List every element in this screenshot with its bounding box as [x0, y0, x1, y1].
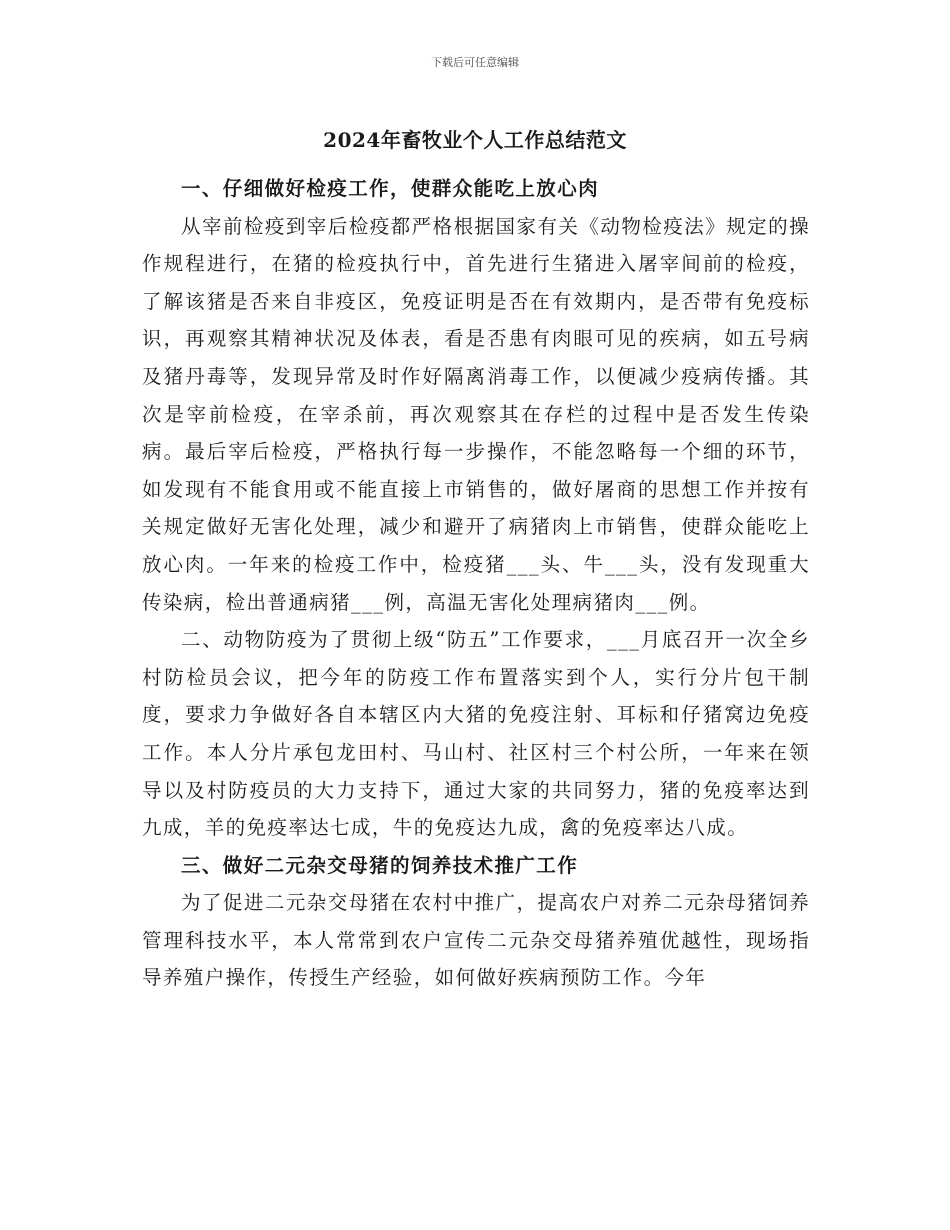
header-note: 下载后可任意编辑: [431, 56, 519, 69]
section-2-paragraph: 二、动物防疫为了贯彻上级“防五”工作要求，___月底召开一次全乡村防检员会议，把今年的防疫工作布置落实到个人，实行分片包干制度，要求力争做好各自本辖区内大猪的免疫注射、耳标和仔猪窝边免疫工作。本人分片承包龙田村、马山村、社区村三个村公所，一年来在领导以及村防疫员的大力支持下，通过大家的共同努力，猪的免疫率达到九成，羊的免疫率达七成，牛的免疫达九成，禽的免疫率达八成。: [142, 628, 810, 840]
document-title: 2024年畜牧业个人工作总结范文: [323, 128, 627, 152]
section-3-heading: 三、做好二元杂交母猪的饲养技术推广工作: [181, 853, 579, 877]
section-1-paragraph: 从宰前检疫到宰后检疫都严格根据国家有关《动物检疫法》规定的操作规程进行，在猪的检疫执行中，首先进行生猪进入屠宰间前的检疫，了解该猪是否来自非疫区，免疫证明是否在有效期内，是否带有免疫标识，再观察其精神状况及体表，看是否患有肉眼可见的疾病，如五号病及猪丹毒等，发现异常及时作好隔离消毒工作，以便减少疫病传播。其次是宰前检疫，在宰杀前，再次观察其在存栏的过程中是否发生传染病。最后宰后检疫，严格执行每一步操作，不能忽略每一个细的环节，如发现有不能食用或不能直接上市销售的，做好屠商的思想工作并按有关规定做好无害化处理，减少和避开了病猪肉上市销售，使群众能吃上放心肉。一年来的检疫工作中，检疫猪___头、牛___头，没有发现重大传染病，检出普通病猪___例，高温无害化处理病猪肉___例。: [142, 214, 810, 614]
section-3-paragraph: 为了促进二元杂交母猪在农村中推广，提高农户对养二元杂母猪饲养管理科技水平，本人常常到农户宣传二元杂交母猪养殖优越性，现场指导养殖户操作，传授生产经验，如何做好疾病预防工作。今年: [142, 891, 810, 990]
section-1-heading: 一、仔细做好检疫工作，使群众能吃上放心肉: [181, 177, 600, 200]
document-body: [142, 170, 810, 997]
